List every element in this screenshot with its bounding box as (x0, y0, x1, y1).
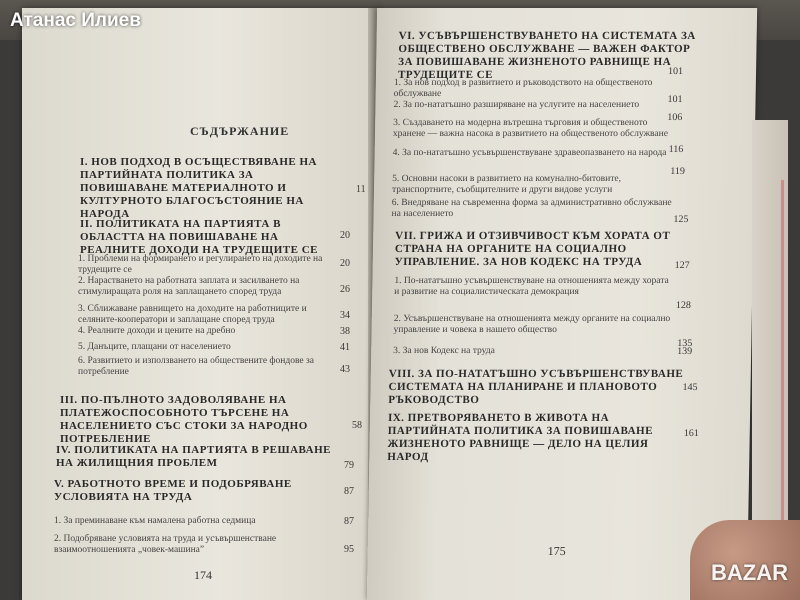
page-number: 174 (194, 568, 212, 582)
subitem: 1. За преминаване към намалена работна седмица (54, 516, 256, 526)
subitem-page: 26 (340, 284, 350, 295)
subitem: 3. Създаването на модерна вътрешна търговия и общественото хранене — важна насока в развитието на общественото обслужване (392, 118, 669, 139)
subitem: 5. Основни насоки в развитието на комунално-битовите, транспортните, съобщителните и други видове услуги (391, 174, 622, 195)
section-title: IV. ПОЛИТИКАТА НА ПАРТИЯТА В РЕШАВАНЕ НА ЖИЛИЩНИЯ ПРОБЛЕМ (56, 444, 332, 469)
section-title: I. НОВ ПОДХОД В ОСЪЩЕСТВЯВАНЕ НА ПАРТИЙНАТА ПОЛИТИКА ЗА ПОВИШАВАНЕ МАТЕРИАЛНОТО И КУЛТУРНОТО БЛАГОСЪСТОЯНИЕ НА НАРОДА (80, 156, 317, 220)
subitem-page: 20 (340, 258, 350, 269)
subitem-page: 101 (667, 94, 683, 105)
subitem: 6. Развитието и използването на обществените фондове за потребление (78, 356, 314, 377)
subitem-page: 34 (340, 310, 350, 321)
subitem: 5. Данъците, плащани от населението (78, 342, 231, 352)
section-page: 79 (344, 460, 354, 471)
subitem-page: 139 (677, 346, 693, 357)
right-page (367, 8, 757, 600)
section-page: 127 (674, 260, 690, 271)
section-title: II. ПОЛИТИКАТА НА ПАРТИЯТА В ОБЛАСТТА НА ПОВИШАВАНЕ НА РЕАЛНИТЕ ДОХОДИ НА ТРУДЕЩИТЕ СЕ (80, 218, 319, 256)
subitem-page: 116 (668, 144, 684, 155)
section-page: 11 (356, 184, 366, 195)
section-page: 58 (352, 420, 362, 431)
section-title: VI. УСЪВЪРШЕНСТВУВАНЕТО НА СИСТЕМАТА ЗА ОБЩЕСТВЕНО ОБСЛУЖВАНЕ — ВАЖЕН ФАКТОР ЗА ПОВИШАВАНЕ ЖИЗНЕНОТО РАВНИЩЕ НА ТРУДЕЩИТЕ СЕ (397, 30, 696, 81)
subitem: 4. За по-нататъшно усъвършенствуване здравеопазването на народа (392, 148, 667, 158)
subitem: 4. Реалните доходи и цените на дребно (78, 326, 236, 336)
section-page: 161 (683, 428, 699, 439)
subitem-page: 101 (667, 66, 684, 77)
subitem-page: 43 (340, 364, 350, 375)
subitem-page: 95 (344, 544, 354, 555)
subitem-page: 135 (677, 338, 693, 349)
section-title: III. ПО-ПЪЛНОТО ЗАДОВОЛЯВАНЕ НА ПЛАТЕЖОСПОСОБНОТО ТЪРСЕНЕ НА НАСЕЛЕНИЕТО СЪС СТОКИ ЗА НАРОДНО ПОТРЕБЛЕНИЕ (60, 394, 308, 445)
subitem: 1. За нов подход в развитието и ръководството на общественото обслужване (393, 78, 653, 99)
subitem: 2. Подобряване условията на труда и усъвършенстване взаимоотношенията „човек-машина” (54, 534, 277, 555)
subitem: 6. Внедряване на съвременна форма за административно обслужване на населението (391, 198, 672, 219)
subitem-page: 119 (670, 166, 686, 177)
section-title: IX. ПРЕТВОРЯВАНЕТО В ЖИВОТА НА ПАРТИЙНАТА ПОЛИТИКА ЗА ПОВИШАВАНЕ ЖИЗНЕНОТО РАВНИЩЕ — ДЕЛО НА ЦЕЛИЯ НАРОД (387, 412, 654, 463)
subitem-page: 87 (344, 516, 354, 527)
contents-title: СЪДЪРЖАНИЕ (190, 124, 290, 138)
page-edge-stripe (781, 180, 784, 560)
subitem-page: 125 (673, 214, 689, 225)
subitem: 2. За по-нататъшно разширяване на услугите на населението (393, 100, 640, 110)
watermark: Атанас Илиев (10, 10, 141, 31)
subitem-page: 38 (340, 326, 350, 337)
subitem: 1. Проблеми на формирането и регулирането на доходите на трудещите се (78, 254, 323, 275)
section-title: V. РАБОТНОТО ВРЕМЕ И ПОДОБРЯВАНЕ УСЛОВИЯТА НА ТРУДА (54, 478, 292, 503)
left-page (22, 8, 380, 600)
subitem: 2. Усъвършенствуване на отношенията между органите на социално управление и човека в нашето общество (393, 314, 671, 335)
subitem: 2. Нарастването на работната заплата и засилването на стимулиращата роля на заплащането според труда (78, 276, 300, 297)
section-page: 20 (340, 230, 350, 241)
section-title: VIII. ЗА ПО-НАТАТЪШНО УСЪВЪРШЕНСТВУВАНЕ СИСТЕМАТА НА ПЛАНИРАНЕ И ПЛАНОВОТО РЪКОВОДСТВО (388, 368, 684, 406)
subitem: 3. За нов Кодекс на труда (393, 346, 495, 356)
subitem: 1. По-нататъшно усъвършенствуване на отношенията между хората и развитие на социалистическата демокрация (394, 276, 669, 297)
section-page: 87 (344, 486, 354, 497)
subitem-page: 128 (675, 300, 692, 311)
section-page: 145 (682, 382, 698, 393)
subitem-page: 106 (667, 112, 683, 123)
subitem: 3. Сближаване равнището на доходите на работниците и селяните-кооператори и заплащане според труда (78, 304, 307, 325)
page-number: 175 (547, 544, 566, 558)
subitem-page: 41 (340, 342, 350, 353)
bazar-logo: BAZAR (711, 560, 788, 585)
section-title: VII. ГРИЖА И ОТЗИВЧИВОСТ КЪМ ХОРАТА ОТ СТРАНА НА ОРГАНИТЕ НА СОЦИАЛНО УПРАВЛЕНИЕ. ЗА НОВ КОДЕКС НА ТРУДА (394, 230, 671, 268)
